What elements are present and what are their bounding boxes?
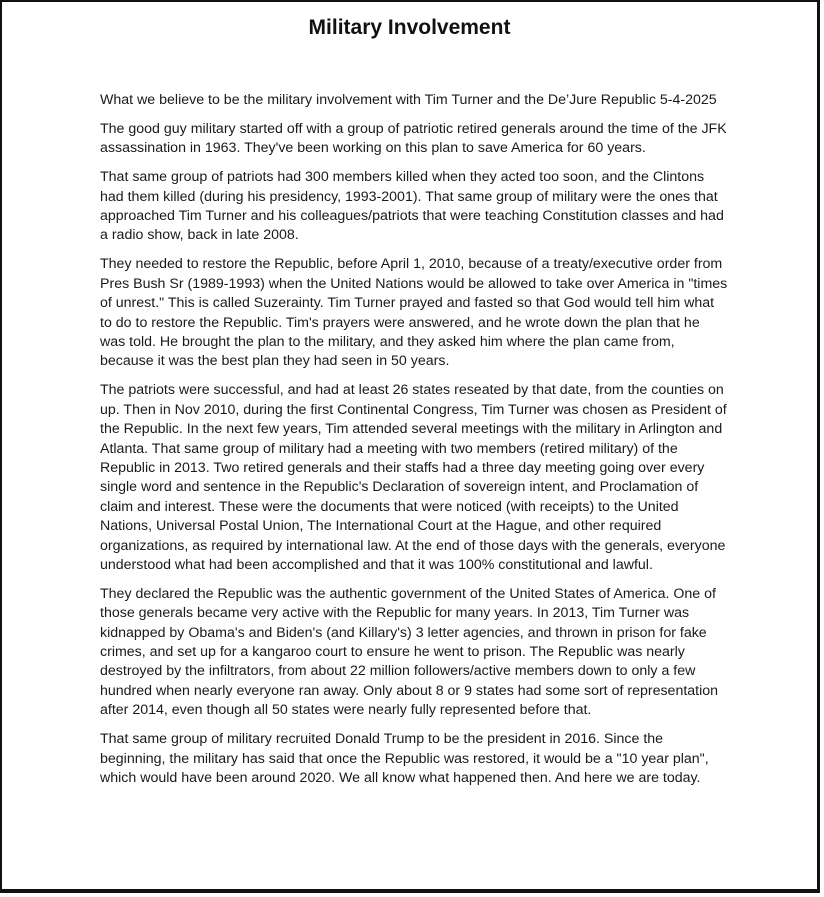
paragraph-restore-republic: They needed to restore the Republic, before April 1, 2010, because of a treaty/executive order from Pres Bush Sr (1989-1993) when the United Nations would be allowed to take over America in "times of unrest." This is called Suzerainty. Tim Turner prayed and fasted so that God would tell him what to do to restore the Republic. Tim's prayers were answered, and he wrote down the plan that he was told. He brought the plan to the military, and they asked him where the plan came from, because it was the best plan they had seen in 50 years. <box>100 256 728 370</box>
paragraph-states-reseated: The patriots were successful, and had at least 26 states reseated by that date, from the counties on up. Then in Nov 2010, during the first Continental Congress, Tim Turner was chosen as President of the Republic. In the next few years, Tim attended several meetings with the military in Arlington and Atlanta. That same group of military had a meeting with two members (retired military) of the Republic in 2013. Two retired generals and their staffs had a three day meeting going over every single word and sentence in the Republic's Declaration of sovereign intent, and Proclamation of claim and interest. These were the documents that were noticed (with receipts) to the United Nations, Universal Postal Union, The International Court at the Hague, and other required organizations, as required by international law. At the end of those days with the generals, everyone understood what had been accomplished and that it was 100% constitutional and lawful. <box>100 382 727 573</box>
paragraph-trump: That same group of military recruited Donald Trump to be the president in 2016. Since the beginning, the military has said that once the Republic was restored, it would be a "10 year plan", which would have been around 2020. We all know what happened then. And here we are today. <box>100 731 709 786</box>
paragraph-origins: The good guy military started off with a group of patriotic retired generals around the time of the JFK assassination in 1963. They've been working on this plan to save America for 60 years. <box>100 120 727 157</box>
paragraph-patriots: That same group of patriots had 300 members killed when they acted too soon, and the Clintons had them killed (during his presidency, 1993-2001). That same group of military were the ones that approached Tim Turner and his colleagues/patriots that were teaching Constitution classes and had a radio show, back in late 2008. <box>100 169 724 244</box>
document-body <box>100 91 728 798</box>
document-title: Military Involvement <box>308 16 511 39</box>
paragraph-intro: What we believe to be the military involvement with Tim Turner and the De’Jure Republic 5-4-2025 <box>100 92 717 108</box>
paragraph-declaration: They declared the Republic was the authentic government of the United States of America. One of those generals became very active with the Republic for many years. In 2013, Tim Turner was kidnapped by Obama's and Biden's (and Killary's) 3 letter agencies, and thrown in prison for fake crimes, and set up for a kangaroo court to ensure he went to prison. The Republic was nearly destroyed by the infiltrators, from about 22 million followers/active members down to only a few hundred when nearly everyone ran away. Only about 8 or 9 states had some sort of representation after 2014, even though all 50 states were nearly fully represented before that. <box>100 585 719 719</box>
